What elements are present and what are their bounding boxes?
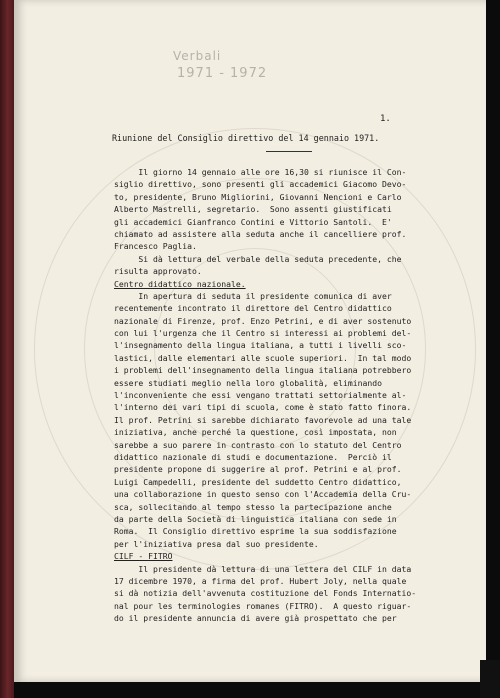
document-page bbox=[14, 0, 486, 682]
body-line: con lui l'urgenza che il Centro si interessi ai problemi del- bbox=[114, 328, 412, 339]
pencil-note-line2: 1971 - 1972 bbox=[177, 66, 268, 81]
body-line: i problemi dell'insegnamento della lingua italiana potrebbero bbox=[114, 365, 412, 376]
body-line: Si dà lettura del verbale della seduta precedente, che bbox=[114, 253, 402, 264]
body-line: In apertura di seduta il presidente comunica di aver bbox=[114, 290, 392, 301]
body-line: iniziativa, anche perché la questione, così impostata, non bbox=[114, 427, 397, 438]
body-line: siglio direttivo, sono presenti gli accademici Giacomo Devo- bbox=[114, 179, 407, 190]
scan-background bbox=[480, 660, 500, 698]
book-binding bbox=[0, 0, 14, 698]
body-line: recentemente incontrato il direttore del Centro didattico bbox=[114, 303, 392, 314]
document-title: Riunione del Consiglio direttivo del 14 gennaio 1971. bbox=[112, 133, 380, 143]
section-heading-centro-didattico: Centro didattico nazionale. bbox=[114, 278, 246, 289]
title-rule bbox=[266, 151, 312, 152]
body-line: per l'iniziativa presa dal suo presidente. bbox=[114, 538, 319, 549]
body-line: Alberto Mastrelli, segretario. Sono assenti giustificati bbox=[114, 204, 392, 215]
body-line: l'inconveniente che essi vengano trattati settorialmente al- bbox=[114, 390, 407, 401]
body-line: Francesco Paglia. bbox=[114, 241, 197, 252]
body-line: Il prof. Petrini si sarebbe dichiarato favorevole ad una tale bbox=[114, 414, 412, 425]
body-text bbox=[114, 166, 434, 624]
body-line: nazionale di Firenze, prof. Enzo Petrini, e di aver sostenuto bbox=[114, 315, 412, 326]
body-line: chiamato ad assistere alla seduta anche il cancelliere prof. bbox=[114, 228, 407, 239]
body-line: sca, sollecitando al tempo stesso la partecipazione anche bbox=[114, 501, 392, 512]
body-line: una collaborazione in questo senso con l'Accademia della Cru- bbox=[114, 489, 412, 500]
body-line: Roma. Il Consiglio direttivo esprime la sua soddisfazione bbox=[114, 526, 397, 537]
body-line: Il presidente dà lettura di una lettera del CILF in data bbox=[114, 563, 412, 574]
body-line: lastici, dalle elementari alle scuole superiori. In tal modo bbox=[114, 352, 412, 363]
body-line: l'insegnamento della lingua italiana, a tutti i livelli sco- bbox=[114, 340, 407, 351]
body-line: si dà notizia dell'avvenuta costituzione del Fonds Internatio- bbox=[114, 588, 417, 599]
body-line: Luigi Campedelli, presidente del suddetto Centro didattico, bbox=[114, 476, 402, 487]
section-heading-cilf-fitro: CILF - FITRO bbox=[114, 551, 173, 562]
body-line: do il presidente annuncia di avere già prospettato che per bbox=[114, 613, 397, 624]
body-line: presidente propone di suggerire al prof. Petrini e al prof. bbox=[114, 464, 402, 475]
page-number: 1. bbox=[380, 114, 391, 124]
body-line: essere studiati meglio nella loro globalità, eliminando bbox=[114, 377, 383, 388]
body-line: 17 dicembre 1970, a firma del prof. Hubert Joly, nella quale bbox=[114, 575, 407, 586]
body-line: l'interno dei vari tipi di scuola, come è stato fatto finora. bbox=[114, 402, 412, 413]
body-line: da parte della Società di linguistica italiana con sede in bbox=[114, 513, 397, 524]
body-line: risulta approvato. bbox=[114, 266, 202, 277]
body-line: Il giorno 14 gennaio alle ore 16,30 si riunisce il Con- bbox=[114, 167, 407, 177]
body-line: gli accademici Gianfranco Contini e Vittorio Santoli. E' bbox=[114, 216, 392, 227]
body-line: sarebbe a suo parere in contrasto con lo statuto del Centro bbox=[114, 439, 402, 450]
body-line: nal pour les terminologies romanes (FITRO). A questo riguar- bbox=[114, 600, 412, 611]
body-line: to, presidente, Bruno Migliorini, Giovanni Nencioni e Carlo bbox=[114, 191, 402, 202]
pencil-note-line1: Verbali bbox=[173, 49, 222, 63]
body-line: didattico nazionale di studi e documentazione. Perciò il bbox=[114, 451, 392, 462]
